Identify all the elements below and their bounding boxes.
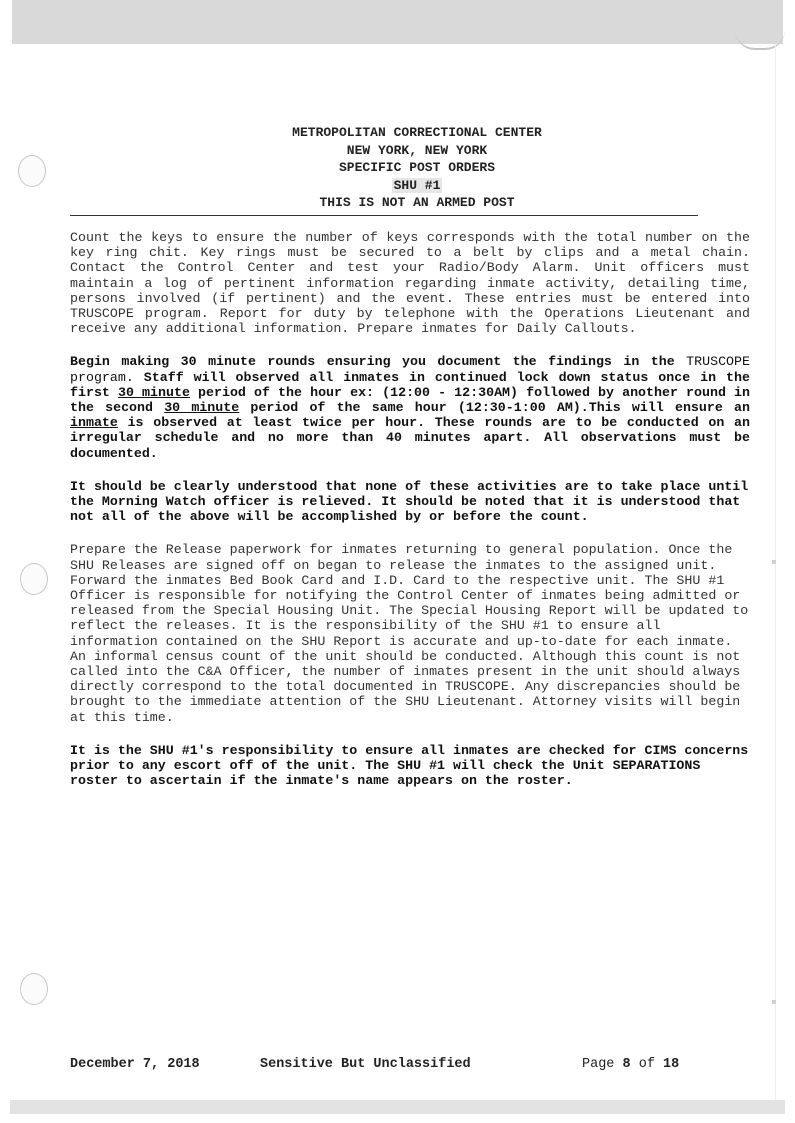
rounds-first-period: 30 minute <box>118 384 190 400</box>
rounds-text-c: Staff will observed all inmates in continued lock down status once in the first <box>70 369 750 400</box>
header-institution: METROPOLITAN CORRECTIONAL CENTER <box>292 125 542 140</box>
rounds-text-g: period of the same hour (12:30-1:00 AM).This will ensure an <box>239 400 750 415</box>
paragraph-morning-watch: It should be clearly understood that none of these activities are to take place until the Morning Watch officer is relieved. It should be noted that it is understood that not all of the above will be accomplished by or before the count. <box>70 478 749 525</box>
page-total: 18 <box>663 1057 680 1072</box>
rounds-text-i: is observed at least twice per hour. These rounds are to be conducted on an irregular schedule and no more than 40 minutes apart. All observations must be documented. <box>70 415 750 461</box>
paragraph-rounds <box>70 354 750 460</box>
document-footer <box>70 1057 710 1117</box>
punch-hole-top <box>18 155 46 187</box>
margin-speck <box>772 1000 776 1004</box>
rounds-text-e: period of the hour ex: (12:00 - 12:30AM) followed by another round in the second <box>70 384 750 415</box>
punch-hole-bottom <box>20 973 48 1005</box>
margin-speck <box>772 560 776 564</box>
paragraph-release: Prepare the Release paperwork for inmates returning to general population. Once the SHU Releases are signed off on began to release the inmates to the assigned unit. Forward the inmates Bed Book Card and I.D. Card to the respective unit. The SHU #1 Officer is responsible for notifying the Control Center of inmates being admitted or released from the Special Housing Unit. The Special Housing Report will be updated to reflect the releases. It is the responsibility of the SHU #1 to ensure all information contained on the SHU Report is accurate and up-to-date for each inmate. An informal census count of the unit should be conducted. Although this count is not called into the C&A Officer, the number of inmates present in the unit should always directly correspond to the total documented in TRUSCOPE. Any discrepancies should be brought to the immediate attention of the SHU Lieutenant. Attorney visits will begin at this time. <box>70 542 749 725</box>
footer-classification: Sensitive But Unclassified <box>260 1057 471 1072</box>
header-rule <box>70 215 698 216</box>
paragraph-cims: It is the SHU #1's responsibility to ensure all inmates are checked for CIMS concerns prior to any escort off of the unit. The SHU #1 will check the Unit SEPARATIONS roster to ascertain if the inmate's name appears on the roster. <box>70 742 749 789</box>
rounds-second-period: 30 minute <box>164 400 240 415</box>
rounds-text-truscope: TRUSCOPE program. <box>70 354 750 385</box>
scan-top-border <box>12 0 783 44</box>
page-label: Page <box>582 1057 615 1072</box>
punch-hole-middle <box>20 563 48 595</box>
scan-right-edge <box>775 44 784 1100</box>
header-armed-status: THIS IS NOT AN ARMED POST <box>319 195 515 211</box>
document-header <box>84 124 750 212</box>
header-post-name <box>84 177 750 195</box>
footer-date: December 7, 2018 <box>70 1057 200 1072</box>
footer-page-number <box>582 1057 679 1072</box>
header-location: NEW YORK, NEW YORK <box>346 142 488 158</box>
page-current: 8 <box>622 1057 631 1072</box>
document-page <box>70 124 750 788</box>
post-name-highlight: SHU #1 <box>393 177 441 193</box>
page-of: of <box>638 1057 655 1072</box>
rounds-inmate: inmate <box>70 415 118 431</box>
header-doc-type: SPECIFIC POST ORDERS <box>338 160 496 176</box>
paragraph-key-count: Count the keys to ensure the number of keys corresponds with the total number on the key ring chit. Key rings must be secured to a belt by clips and a metal chain. Contact the Control Center and test your Radio/Body Alarm. Unit officers must maintain a log of pertinent information regarding inmate activity, detailing time, persons involved (if pertinent) and the event. These entries must be entered into TRUSCOPE program. Report for duty by telephone with the Operations Lieutenant and receive any additional information. Prepare inmates for Daily Callouts. <box>70 229 750 337</box>
rounds-text-a: Begin making 30 minute rounds ensuring you document the findings in the <box>70 354 687 370</box>
